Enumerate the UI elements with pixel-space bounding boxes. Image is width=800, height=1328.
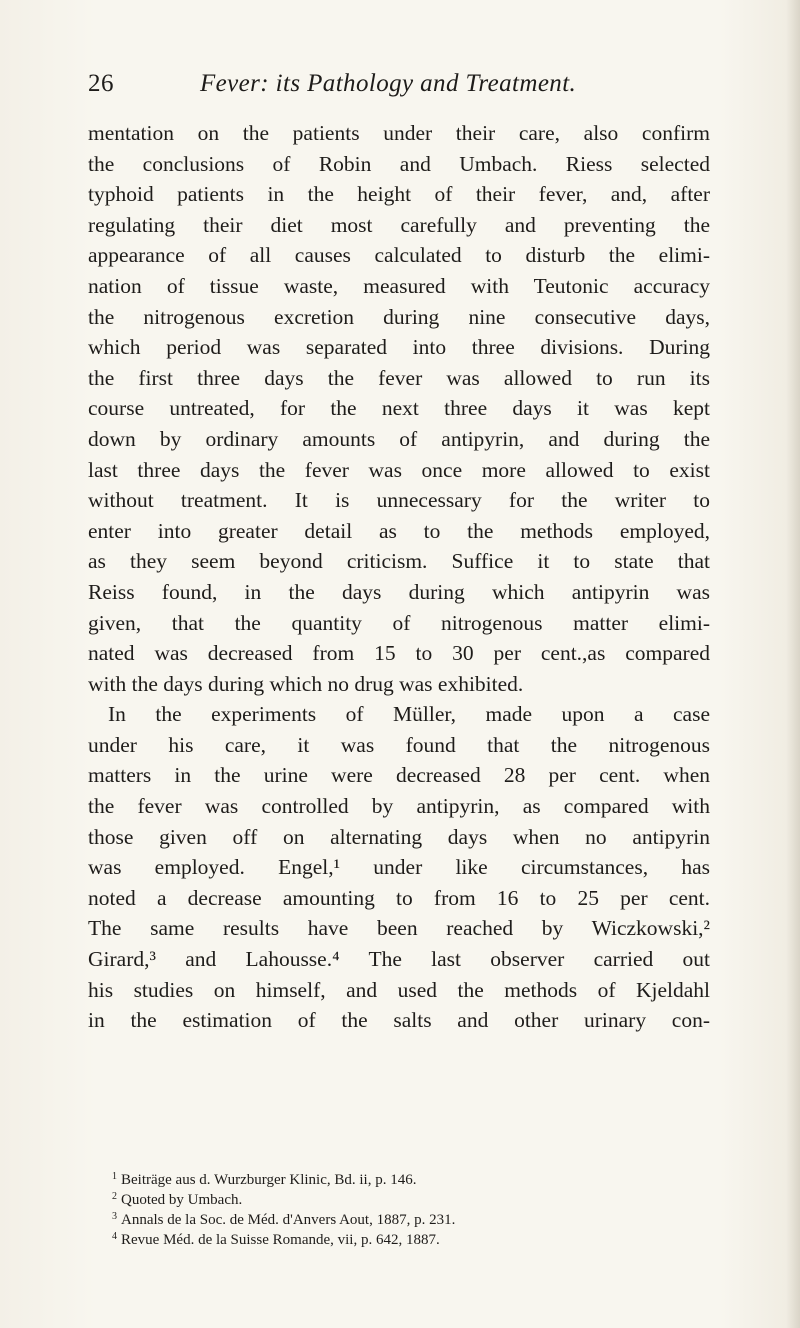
text-line: Girard,³ and Lahousse.⁴ The last observer carried out	[88, 947, 710, 972]
text-line: given, that the quantity of nitrogenous matter elimi-	[88, 610, 710, 635]
text-line: matters in the urine were decreased 28 per cent. when	[88, 763, 710, 788]
text-line: enter into greater detail as to the methods employed,	[88, 518, 710, 543]
text-line: the fever was controlled by antipyrin, as compared with	[88, 794, 710, 819]
text-line: the nitrogenous excretion during nine consecutive days,	[88, 304, 710, 329]
footnote-text: Quoted by Umbach.	[121, 1192, 243, 1208]
text-line: in the estimation of the salts and other urinary con-	[88, 1008, 710, 1033]
footnote	[112, 1227, 712, 1247]
text-line: regulating their diet most carefully and preventing the	[88, 212, 710, 237]
text-line: under his care, it was found that the nitrogenous	[88, 732, 710, 757]
page-number: 26	[88, 70, 114, 97]
footnote-text: Revue Méd. de la Suisse Romande, vii, p. 642, 1887.	[121, 1232, 440, 1248]
running-title: Fever: its Pathology and Treatment.	[200, 70, 577, 97]
text-line: as they seem beyond criticism. Suffice it to state that	[88, 549, 710, 574]
text-line: course untreated, for the next three days it was kept	[88, 396, 710, 421]
footnote-mark: 2	[112, 1191, 117, 1202]
text-line: those given off on alternating days when no antipyrin	[88, 824, 710, 849]
text-line: down by ordinary amounts of antipyrin, and during the	[88, 426, 710, 451]
body-text	[88, 118, 710, 1036]
text-line: his studies on himself, and used the methods of Kjeldahl	[88, 977, 710, 1002]
footnotes	[112, 1167, 712, 1247]
text-line: appearance of all causes calculated to disturb the elimi-	[88, 243, 710, 268]
text-line: mentation on the patients under their care, also confirm	[88, 121, 710, 145]
text-line: was employed. Engel,¹ under like circumstances, has	[88, 855, 710, 880]
text-line: which period was separated into three divisions. During	[88, 335, 710, 360]
footnote	[112, 1187, 712, 1207]
text-line: Reiss found, in the days during which antipyrin was	[88, 579, 710, 604]
text-line: nated was decreased from 15 to 30 per cent.,as compared	[88, 641, 710, 666]
text-line: last three days the fever was once more allowed to exist	[88, 457, 710, 482]
footnote	[112, 1207, 712, 1227]
text-line: the conclusions of Robin and Umbach. Riess selected	[88, 151, 710, 176]
footnote	[112, 1167, 712, 1187]
text-line: with the days during which no drug was exhibited.	[88, 671, 524, 696]
footnote-mark: 4	[112, 1231, 117, 1242]
text-line: In the experiments of Müller, made upon a case	[108, 702, 710, 727]
footnote-text: Annals de la Soc. de Méd. d'Anvers Aout, 1887, p. 231.	[121, 1212, 456, 1228]
text-line: without treatment. It is unnecessary for the writer to	[88, 488, 710, 513]
footnote-mark: 3	[112, 1211, 117, 1222]
page-edge-shadow	[786, 0, 800, 1328]
text-line: The same results have been reached by Wiczkowski,²	[88, 916, 710, 941]
text-line: noted a decrease amounting to from 16 to 25 per cent.	[88, 885, 710, 910]
text-line: nation of tissue waste, measured with Teutonic accuracy	[88, 273, 710, 298]
footnote-text: Beiträge aus d. Wurzburger Klinic, Bd. ii, p. 146.	[121, 1172, 417, 1188]
footnote-mark: 1	[112, 1171, 117, 1182]
running-head	[88, 70, 708, 106]
text-line: typhoid patients in the height of their fever, and, after	[88, 182, 710, 207]
text-line: the first three days the fever was allowed to run its	[88, 365, 710, 390]
